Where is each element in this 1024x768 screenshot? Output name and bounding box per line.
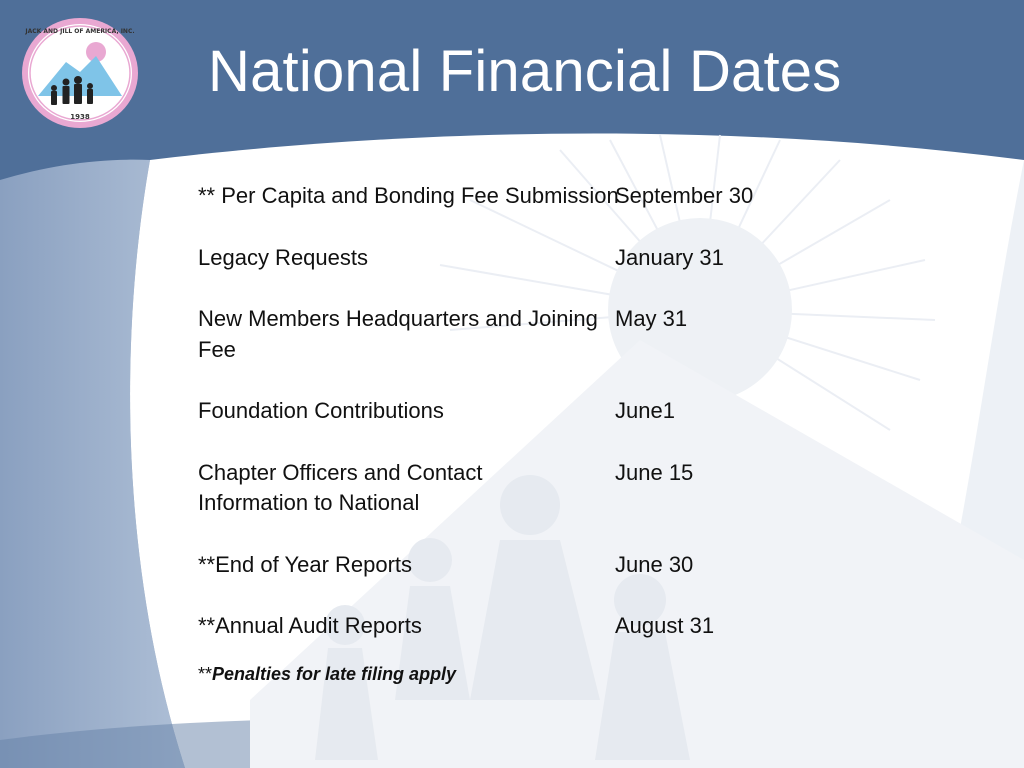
date-row-label: New Members Headquarters and Joining Fee — [198, 306, 598, 362]
date-row — [198, 181, 838, 212]
date-row-date: August 31 — [615, 613, 715, 638]
date-row — [198, 611, 838, 642]
date-row — [198, 243, 838, 274]
financial-dates-list — [198, 181, 838, 685]
penalty-footnote — [198, 664, 838, 685]
date-row-label: ** Per Capita and Bonding Fee Submission — [198, 183, 619, 208]
date-row-label: **Annual Audit Reports — [198, 613, 422, 638]
date-row — [198, 304, 838, 365]
footnote-text: Penalties for late filing apply — [212, 663, 457, 684]
date-row — [198, 550, 838, 581]
date-row-label: Chapter Officers and Contact Information to National — [198, 459, 483, 515]
logo-year: 1938 — [70, 113, 90, 121]
date-row-date: January 31 — [615, 244, 724, 270]
date-row-label: **End of Year Reports — [198, 551, 413, 577]
jack-and-jill-of-america-seal-icon — [20, 16, 140, 130]
date-row-date: June 30 — [615, 551, 694, 577]
footnote-marker: ** — [198, 663, 213, 684]
date-row-label: Foundation Contributions — [198, 398, 444, 423]
date-row — [198, 458, 838, 519]
date-row-label: Legacy Requests — [198, 244, 368, 270]
date-row-date: June 15 — [615, 459, 694, 485]
date-row — [198, 396, 838, 427]
date-row-date: June1 — [615, 398, 675, 423]
date-row-date: September 30 — [615, 183, 754, 208]
slide-title: National Financial Dates — [208, 39, 842, 104]
logo-arc-text: JACK AND JILL OF AMERICA, INC. — [25, 28, 135, 35]
date-row-date: May 31 — [615, 306, 688, 331]
